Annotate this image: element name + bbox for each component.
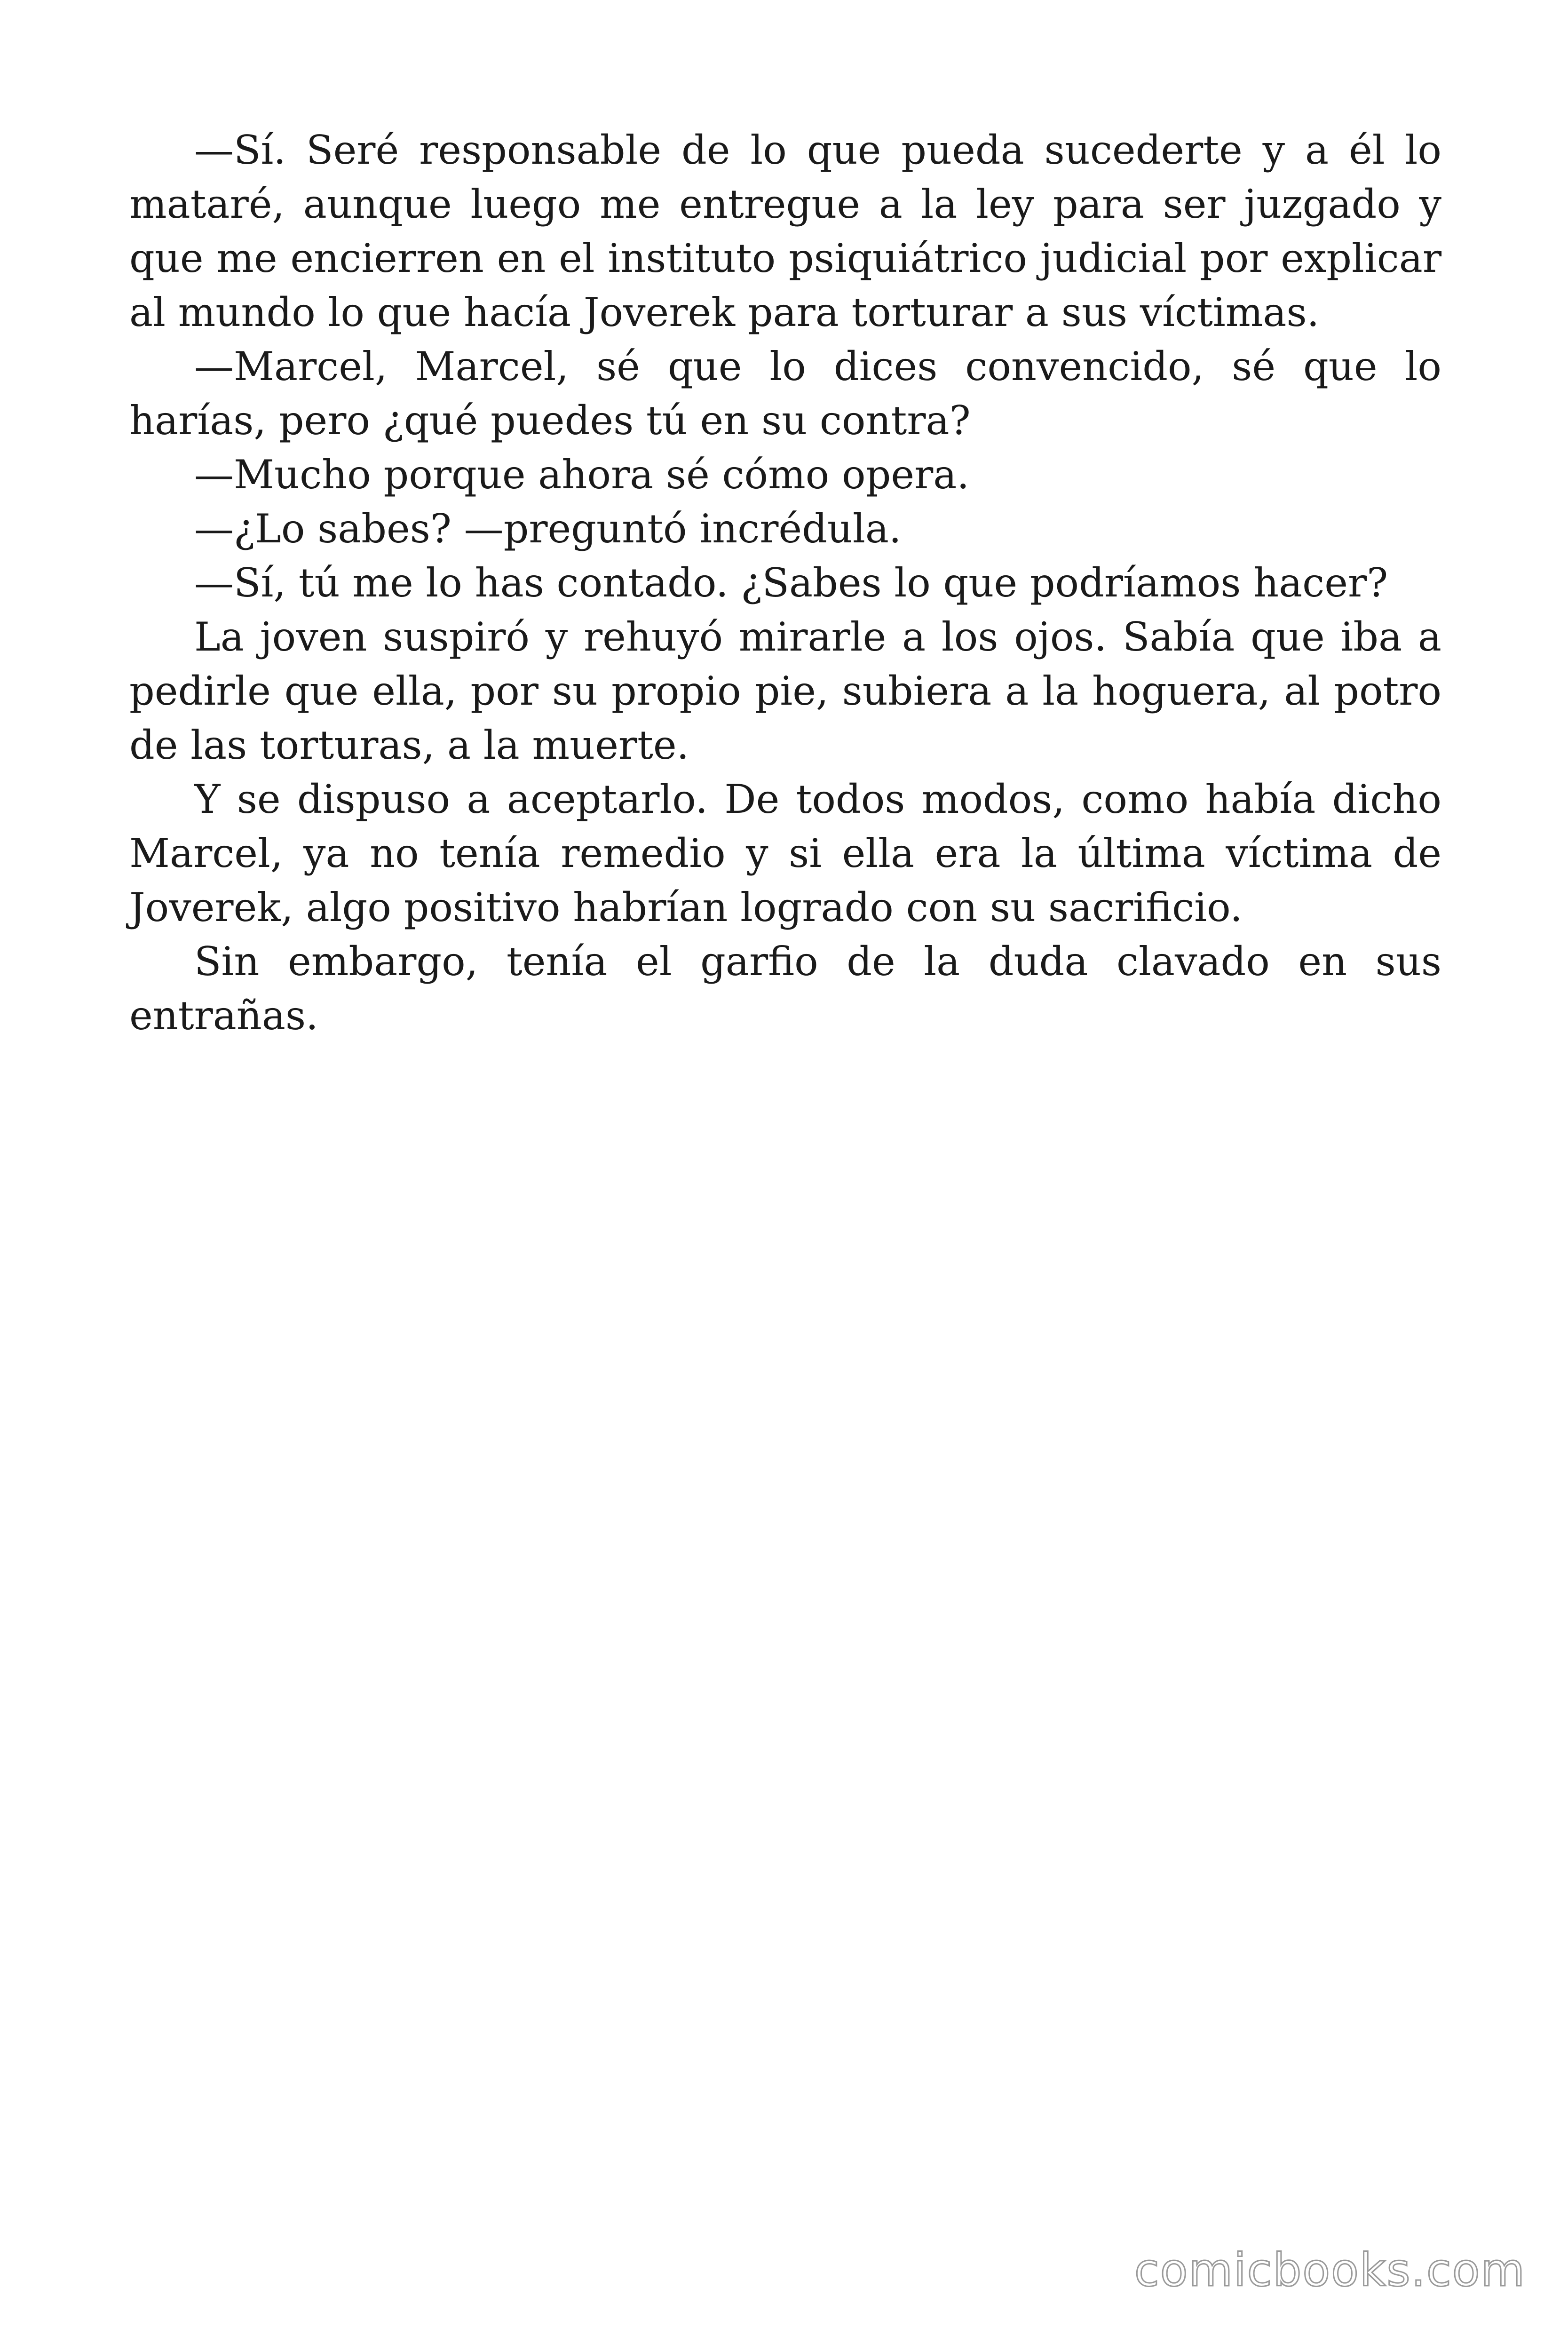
body-text xyxy=(129,123,1441,1043)
paragraph-4: —¿Lo sabes? —preguntó incrédula. xyxy=(194,506,902,552)
paragraph-5: —Sí, tú me lo has contado. ¿Sabes lo que podríamos hacer? xyxy=(194,560,1388,606)
paragraph-1: —Sí. Seré responsable de lo que pueda sucederte y a él lo mataré, aunque luego me entregue a la ley para ser juzgado y que me encierren en el instituto psiquiátrico judicial por explicar al mundo lo que hacía Joverek para torturar a sus víctimas. xyxy=(129,127,1441,335)
paragraph-8: Sin embargo, tenía el garfio de la duda clavado en sus entrañas. xyxy=(129,938,1441,1039)
watermark-logo: comicbooks.com xyxy=(1134,2244,1526,2296)
paragraph-3: —Mucho porque ahora sé cómo opera. xyxy=(194,452,970,498)
paragraph-7: Y se dispuso a aceptarlo. De todos modos, como había dicho Marcel, ya no tenía remedio y si ella era la última víctima de Joverek, algo positivo habrían logrado con su sacrificio. xyxy=(129,776,1441,930)
paragraph-6: La joven suspiró y rehuyó mirarle a los ojos. Sabía que iba a pedirle que ella, por su propio pie, subiera a la hoguera, al potro de las torturas, a la muerte. xyxy=(129,614,1441,768)
paragraph-2: —Marcel, Marcel, sé que lo dices convencido, sé que lo harías, pero ¿qué puedes tú en su contra? xyxy=(129,343,1441,444)
